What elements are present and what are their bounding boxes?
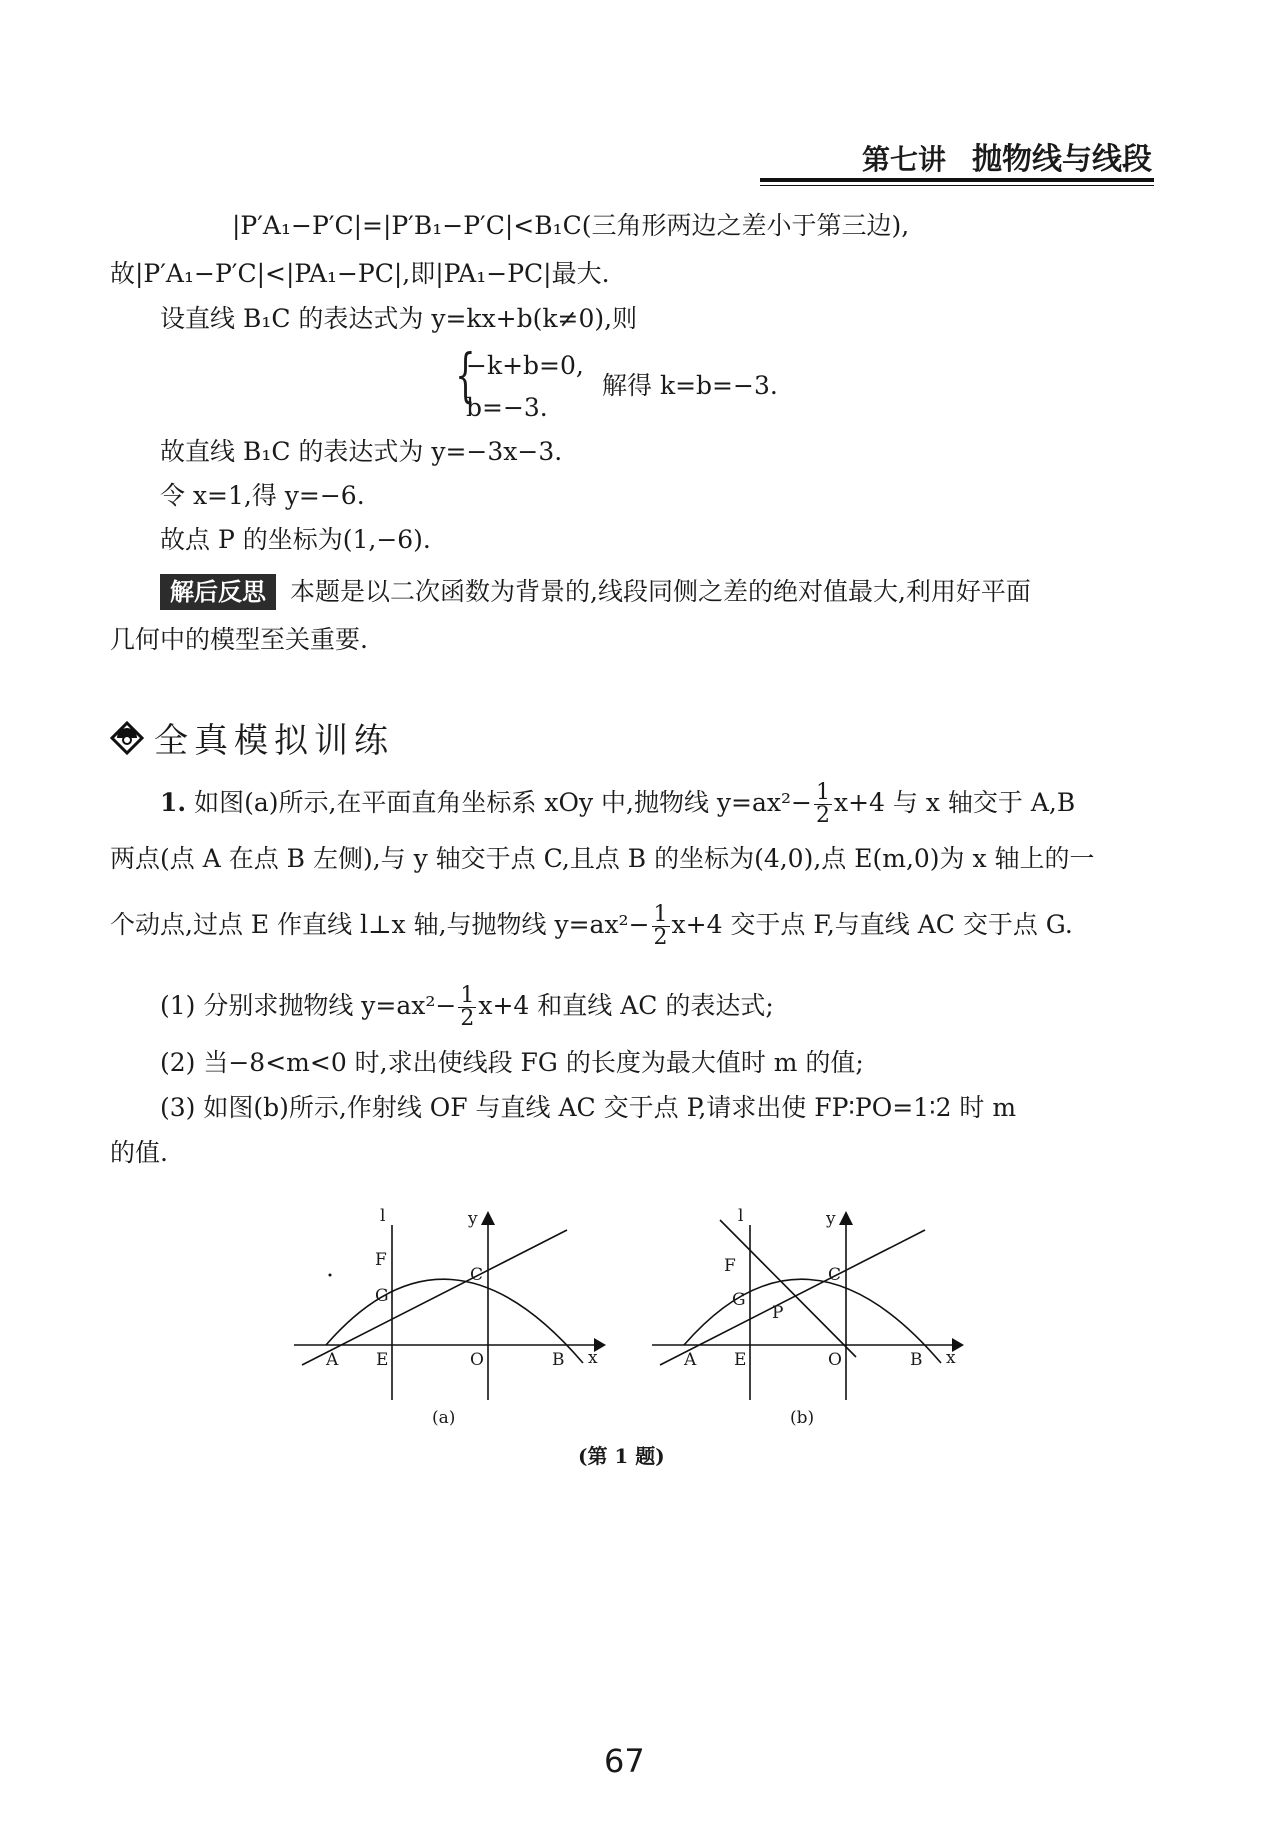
problem-number: 1. [160, 788, 187, 817]
reflection-paragraph [160, 574, 1031, 610]
header-rule-thick [760, 178, 1154, 182]
solution-line-1: |P′A₁−P′C|=|P′B₁−P′C|<B₁C(三角形两边之差小于第三边), [232, 211, 910, 240]
parabola-b [684, 1279, 941, 1363]
y-arrow-b [839, 1211, 853, 1225]
label-x-a: x [588, 1348, 598, 1368]
system-result: 解得 k=b=−3. [602, 371, 778, 400]
fraction-denominator: 2 [460, 1006, 475, 1031]
problem-text-1a: 如图(a)所示,在平面直角坐标系 xOy 中,抛物线 y=ax²− [194, 788, 812, 817]
reflection-text-1: 本题是以二次函数为背景的,线段同侧之差的绝对值最大,利用好平面 [290, 577, 1031, 606]
label-A-b: A [684, 1350, 697, 1370]
stray-dot [329, 1274, 332, 1277]
solution-line-5: 令 x=1,得 y=−6. [160, 481, 365, 510]
figure-b [648, 1195, 968, 1420]
solution-line-3: 设直线 B₁C 的表达式为 y=kx+b(k≠0),则 [160, 304, 638, 333]
label-y-a: y [468, 1209, 478, 1229]
label-C-b: C [828, 1265, 842, 1285]
question-2: (2) 当−8<m<0 时,求出使线段 FG 的长度为最大值时 m 的值; [160, 1048, 864, 1077]
section-heading [110, 713, 394, 762]
system-equation-2: b=−3. [466, 393, 548, 422]
label-C-a: C [470, 1265, 484, 1285]
page-number: 67 [604, 1742, 645, 1780]
problem-line-3 [110, 904, 1073, 949]
label-E-a: E [376, 1350, 389, 1370]
label-B-b: B [910, 1350, 923, 1370]
header-rule-thin [760, 185, 1154, 186]
question-1a: (1) 分别求抛物线 y=ax²− [160, 991, 457, 1020]
ray-of-b [720, 1220, 856, 1357]
solution-line-6: 故点 P 的坐标为(1,−6). [160, 525, 431, 554]
reflection-text-2: 几何中的模型至关重要. [110, 625, 368, 654]
figure-a-sublabel: (a) [432, 1408, 456, 1428]
equation-system-brace: { [455, 341, 476, 409]
problem-text-1b: x+4 与 x 轴交于 A,B [833, 788, 1076, 817]
fraction-denominator: 2 [815, 803, 830, 828]
label-E-b: E [734, 1350, 747, 1370]
label-G-b: G [732, 1290, 746, 1310]
label-G-a: G [375, 1286, 389, 1306]
label-y-b: y [826, 1209, 836, 1229]
question-3a: (3) 如图(b)所示,作射线 OF 与直线 AC 交于点 P,请求出使 FP∶PO=1∶2 时 m [160, 1093, 1017, 1122]
reflection-badge: 解后反思 [160, 574, 276, 610]
problem-line-2: 两点(点 A 在点 B 左侧),与 y 轴交于点 C,且点 B 的坐标为(4,0),点 E(m,0)为 x 轴上的一 [110, 844, 1095, 873]
label-O-b: O [828, 1350, 842, 1370]
figure-b-sublabel: (b) [790, 1408, 815, 1428]
chapter-title: 抛物线与线段 [972, 142, 1152, 177]
fraction-half-2 [652, 904, 670, 949]
question-1 [160, 985, 774, 1030]
y-arrow-a [481, 1211, 495, 1225]
section-title: 全真模拟训练 [154, 721, 394, 761]
label-l-a: l [380, 1206, 386, 1226]
question-1b: x+4 和直线 AC 的表达式; [478, 991, 774, 1020]
parabola-a [326, 1279, 583, 1363]
problem-text-3a: 个动点,过点 E 作直线 l⊥x 轴,与抛物线 y=ax²− [110, 910, 650, 939]
label-l-b: l [738, 1206, 744, 1226]
figure-a [290, 1195, 610, 1420]
label-B-a: B [552, 1350, 565, 1370]
fraction-numerator: 1 [815, 780, 830, 805]
solution-line-2: 故|P′A₁−P′C|<|PA₁−PC|,即|PA₁−PC|最大. [110, 259, 610, 288]
fraction-half-3 [458, 985, 476, 1030]
label-O-a: O [470, 1350, 484, 1370]
label-F-a: F [375, 1250, 387, 1270]
solution-line-4: 故直线 B₁C 的表达式为 y=−3x−3. [160, 437, 563, 466]
question-3b: 的值. [110, 1138, 168, 1167]
fraction-numerator: 1 [460, 983, 475, 1008]
problem-line-1 [160, 782, 1075, 827]
chapter-header [862, 134, 1152, 178]
problem-text-3b: x+4 交于点 F,与直线 AC 交于点 G. [671, 910, 1073, 939]
fraction-numerator: 1 [653, 902, 668, 927]
system-equation-1: −k+b=0, [466, 351, 584, 380]
label-A-a: A [326, 1350, 339, 1370]
section-diamond-icon [110, 721, 144, 755]
fraction-half-1 [814, 782, 832, 827]
label-x-b: x [946, 1348, 956, 1368]
figure-caption: (第 1 题) [578, 1444, 665, 1468]
fraction-denominator: 2 [653, 925, 668, 950]
label-P-b: P [772, 1303, 784, 1323]
lecture-label: 第七讲 [861, 143, 946, 176]
label-F-b: F [724, 1256, 736, 1276]
